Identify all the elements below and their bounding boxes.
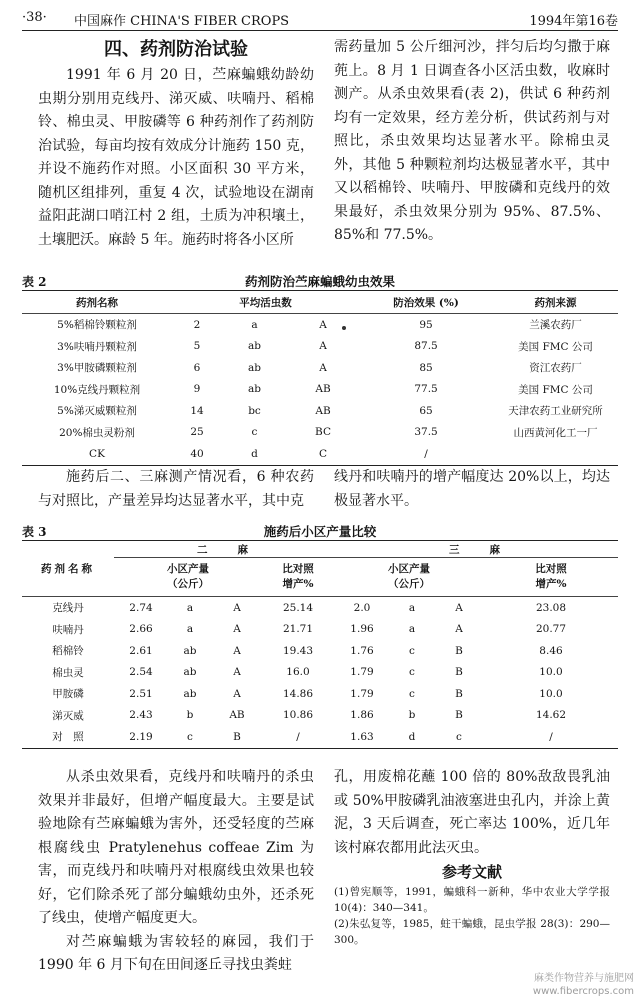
right-column-mid: [334, 466, 610, 513]
sig-1pct-cell: B: [455, 666, 463, 679]
table-row: [22, 683, 618, 705]
effect-cell: /: [424, 447, 428, 460]
source-cell: 山西黄河化工一厂: [513, 426, 598, 439]
effect-cell: 87.5: [414, 340, 438, 353]
yield-third-cell: 2.0: [353, 601, 371, 614]
sig-1pct-cell: AB: [229, 709, 245, 722]
avg-count-cell: 25: [190, 426, 204, 439]
sig-1pct-cell: B: [455, 709, 463, 722]
site-watermark: [533, 972, 634, 998]
increase-third-cell: 8.46: [539, 644, 563, 657]
yield-comparison-table: [22, 540, 618, 749]
increase-second-cell: /: [296, 730, 300, 743]
avg-count-cell: 5: [193, 340, 201, 353]
increase-third-cell: 10.0: [539, 687, 563, 700]
table-label: 表 3: [22, 525, 47, 539]
sig-1pct-cell: B: [233, 730, 241, 743]
effect-cell: 37.5: [414, 426, 438, 439]
yield-second-cell: 2.43: [129, 709, 153, 722]
agent-cell: 对 照: [52, 731, 84, 744]
source-cell: [493, 443, 618, 465]
sig-1pct-cell: BC: [315, 426, 331, 439]
sig-5pct-cell: c: [409, 644, 415, 657]
sig-5pct-cell: ab: [183, 687, 197, 700]
table-header-row: [22, 291, 618, 314]
avg-count-cell: 14: [190, 404, 204, 417]
sig-5pct-cell: c: [409, 666, 415, 679]
sig-5pct-cell: d: [251, 447, 258, 460]
table-label: 表 2: [22, 275, 47, 289]
paragraph: 孔，用废棉花蘸 100 倍的 80%敌敌畏乳油或 50%甲胺磷乳油液塞进虫孔内，并涂上黄泥，3 天后调查，死亡率达 100%，近几年该村麻农都用此法灭虫。: [334, 769, 610, 856]
agent-cell: 20%棉虫灵粉剂: [59, 426, 135, 439]
table-row: [22, 726, 618, 748]
sig-1pct-cell: A: [233, 687, 241, 700]
source-cell: 美国 FMC 公司: [518, 340, 593, 353]
sig-5pct-cell: ab: [248, 340, 261, 353]
issue-info: 1994年第16卷: [529, 14, 618, 29]
paragraph: 施药后二、三麻测产情况看，6 种农药与对照比，产量差异均达显著水平，其中克: [38, 469, 314, 509]
source-cell: 天津农药工业研究所: [508, 405, 603, 418]
sig-1pct-cell: C: [318, 447, 328, 460]
header-unit: （公斤）: [388, 578, 430, 590]
agent-cell: 稻棉铃: [52, 645, 84, 658]
agent-cell: CK: [89, 447, 105, 460]
yield-third-cell: 1.79: [350, 666, 374, 679]
yield-second-cell: 2.74: [129, 601, 153, 614]
table-title: 药剂防治苎麻蝙蛾幼虫效果: [244, 274, 395, 289]
table-row: [22, 662, 618, 684]
sig-5pct-cell: bc: [248, 404, 261, 417]
yield-second-cell: 2.51: [129, 687, 153, 700]
table-row: [22, 443, 618, 465]
avg-count-cell: 40: [190, 447, 204, 460]
pesticide-effect-table: [22, 290, 618, 466]
header-line: 小区产量: [167, 563, 209, 575]
increase-third-cell: 20.77: [535, 623, 567, 636]
column-group-second-crop: 二 麻: [114, 541, 334, 558]
yield-third-cell: 1.96: [350, 623, 374, 636]
increase-third-cell: 23.08: [535, 601, 567, 614]
table-row: [22, 336, 618, 358]
paragraph: 对苎麻蝙蛾为害较轻的麻园，我们于 1990 年 6 月下旬在田间逐丘寻找虫粪蛀: [38, 933, 314, 973]
source-cell: 美国 FMC 公司: [518, 383, 593, 396]
sig-5pct-cell: d: [408, 730, 416, 743]
header-unit: 增产%: [282, 578, 314, 590]
sig-1pct-cell: A: [319, 361, 327, 374]
agent-cell: 10%克线丹颗粒剂: [53, 383, 141, 396]
sig-5pct-cell: b: [408, 709, 416, 722]
sig-1pct-cell: B: [455, 687, 463, 700]
source-cell: 资江农药厂: [529, 362, 582, 375]
reference-item: (1)曾宪顺等，1991，蝙蛾科一新种，华中农业大学学报 10(4)：340—341。: [334, 886, 610, 914]
table-row: [22, 400, 618, 422]
column-header: 药剂名称: [22, 291, 172, 314]
column-header: [334, 558, 484, 597]
sig-5pct-cell: a: [186, 601, 194, 614]
sig-5pct-cell: c: [187, 730, 193, 743]
column-header: [484, 558, 618, 597]
table-header-row: [22, 541, 618, 558]
table-row: [22, 314, 618, 336]
increase-second-cell: 14.86: [282, 687, 314, 700]
table-row: [22, 640, 618, 662]
table-row: [22, 379, 618, 401]
effect-cell: 77.5: [414, 383, 438, 396]
sig-5pct-cell: ab: [248, 361, 261, 374]
page-number: ·38·: [22, 10, 47, 25]
table-3: [22, 520, 618, 749]
header-line: 小区产量: [388, 563, 430, 575]
table-title: 施药后小区产量比较: [263, 524, 377, 539]
agent-cell: 3%甲胺磷颗粒剂: [57, 362, 137, 375]
yield-third-cell: 1.79: [350, 687, 374, 700]
table-row: [22, 619, 618, 641]
column-header: 防治效果 (%): [359, 291, 493, 314]
header-unit: （公斤）: [167, 578, 209, 590]
increase-third-cell: 14.62: [535, 709, 567, 722]
table-caption: [22, 520, 618, 540]
effect-cell: 65: [419, 404, 433, 417]
source-cell: 兰溪农药厂: [529, 319, 582, 332]
table-row: [22, 357, 618, 379]
references: [334, 860, 610, 948]
avg-count-cell: 2: [193, 318, 201, 331]
sig-1pct-cell: A: [233, 644, 241, 657]
sig-5pct-cell: a: [251, 318, 258, 331]
sig-1pct-cell: AB: [315, 404, 331, 417]
sig-5pct-cell: c: [409, 687, 415, 700]
watermark-line: 麻类作物营养与施肥网: [534, 973, 634, 984]
journal-name: 中国麻作 CHINA'S FIBER CROPS: [74, 14, 290, 29]
agent-cell: 呋喃丹: [52, 623, 84, 636]
yield-third-cell: 1.63: [350, 730, 374, 743]
sig-1pct-cell: A: [319, 340, 327, 353]
effect-cell: 95: [419, 318, 433, 331]
avg-count-cell: 9: [193, 383, 201, 396]
sig-1pct-cell: A: [319, 318, 327, 331]
header-line: 比对照: [282, 563, 314, 575]
sig-1pct-cell: AB: [315, 383, 331, 396]
column-group-third-crop: 三 麻: [334, 541, 618, 558]
watermark-line: www.fibercrops.com: [532, 986, 634, 997]
column-header: 平均活虫数: [172, 291, 359, 314]
column-header: [114, 558, 262, 597]
yield-second-cell: 2.54: [129, 666, 153, 679]
sig-1pct-cell: A: [233, 666, 241, 679]
increase-second-cell: 21.71: [282, 623, 314, 636]
yield-second-cell: 2.61: [129, 644, 153, 657]
sig-1pct-cell: A: [233, 601, 241, 614]
header-line: 比对照: [535, 563, 567, 575]
avg-count-cell: 6: [193, 361, 201, 374]
increase-third-cell: 10.0: [539, 666, 563, 679]
sig-5pct-cell: a: [186, 623, 194, 636]
table-row: [22, 422, 618, 444]
paragraph: [38, 766, 314, 931]
agent-cell: 5%涕灭威颗粒剂: [57, 405, 137, 418]
yield-third-cell: 1.76: [350, 644, 374, 657]
agent-cell: 棉虫灵: [52, 666, 84, 679]
sig-5pct-cell: b: [186, 709, 194, 722]
sig-5pct-cell: c: [251, 426, 258, 439]
increase-third-cell: /: [549, 730, 553, 743]
sig-5pct-cell: a: [408, 623, 416, 636]
scan-dot: [342, 326, 346, 330]
table-2: [22, 270, 618, 466]
paragraph: 线丹和呋喃丹的增产幅度达 20%以上，均达极显著水平。: [334, 469, 610, 509]
header-unit: 增产%: [535, 578, 567, 590]
section-title: 四、药剂防治试验: [104, 39, 248, 60]
column-header: [262, 558, 334, 597]
running-header: [22, 8, 618, 31]
agent-cell: 3%呋喃丹颗粒剂: [57, 340, 137, 353]
sig-1pct-cell: B: [455, 644, 463, 657]
increase-second-cell: 16.0: [286, 666, 310, 679]
table-row: [22, 597, 618, 619]
sig-5pct-cell: ab: [183, 666, 197, 679]
sig-5pct-cell: ab: [248, 383, 261, 396]
effect-cell: 85: [419, 361, 433, 374]
left-column-top: [38, 36, 314, 252]
right-column-top: [334, 36, 610, 248]
references-title: 参考文献: [441, 863, 502, 881]
sig-5pct-cell: ab: [183, 644, 197, 657]
agent-cell: 涕灭威: [52, 709, 84, 722]
reference-item: (2)朱弘复等，1985，蛀干蝙蛾，昆虫学报 28(3)：290—300。: [334, 918, 610, 946]
sig-1pct-cell: A: [455, 623, 463, 636]
column-header: 药剂来源: [493, 291, 618, 314]
left-column-bottom: [38, 766, 314, 978]
yield-third-cell: 1.86: [350, 709, 374, 722]
table-caption: [22, 270, 618, 290]
sig-1pct-cell: c: [456, 730, 462, 743]
increase-second-cell: 25.14: [282, 601, 314, 614]
agent-cell: 甲胺磷: [52, 688, 84, 701]
increase-second-cell: 10.86: [282, 709, 314, 722]
paragraph: 需药量加 5 公斤细河沙，拌匀后均匀撒于麻蔸上。8 月 1 日调查各小区活虫数，收麻时测产。从杀虫效果看(表 2)，供试 6 种药剂均有一定效果，经方差分析，供试药剂与对照比，杀虫效果均达显著水平。除棉虫灵外，其他 5 种颗粒剂均达极显著水平，其中又以稻棉铃、呋喃丹、甲胺磷和克线丹的效果最好，杀虫效果分别为 95%、87.5%、85%和 77.5%。: [334, 39, 610, 243]
paragraph: 1991 年 6 月 20 日，苎麻蝙蛾幼龄幼虫期分别用克线丹、涕灭威、呋喃丹、稻棉铃、棉虫灵、甲胺磷等 6 种药剂作了药剂防治试验，每亩均按有效成分计施药 150 克，并设不施药作对照。小区面积 30 平方米，随机区组排列，重复 4 次，试验地设在湖南益阳茈湖口哨江村 2 组，土质为冲积壤土，土壤肥沃。麻龄 5 年。施药时将各小区所: [38, 67, 314, 248]
agent-cell: 5%稻棉铃颗粒剂: [57, 319, 137, 332]
increase-second-cell: 19.43: [282, 644, 314, 657]
agent-cell: 克线丹: [52, 602, 84, 615]
yield-second-cell: 2.66: [129, 623, 153, 636]
table-row: [22, 705, 618, 727]
paragraph-text: 从杀虫效果看，克线丹和呋喃丹的杀虫效果并非最好，但增产幅度最大。主要是试验地除有苎麻蝙蛾为害外，还受轻度的苎麻根腐线虫 Pratylenehus coffeae Zim 为害，而克线丹和呋喃丹对根腐线虫效果也较好，它们除杀死了部分蝙蛾幼虫外，还杀死了线虫，使增产幅度更大。: [38, 769, 314, 926]
yield-second-cell: 2.19: [129, 730, 153, 743]
sig-5pct-cell: a: [408, 601, 416, 614]
sig-1pct-cell: A: [233, 623, 241, 636]
column-header: 药剂名称: [22, 541, 114, 597]
left-column-mid: [38, 466, 314, 513]
sig-1pct-cell: A: [455, 601, 463, 614]
right-column-bottom: [334, 766, 610, 948]
